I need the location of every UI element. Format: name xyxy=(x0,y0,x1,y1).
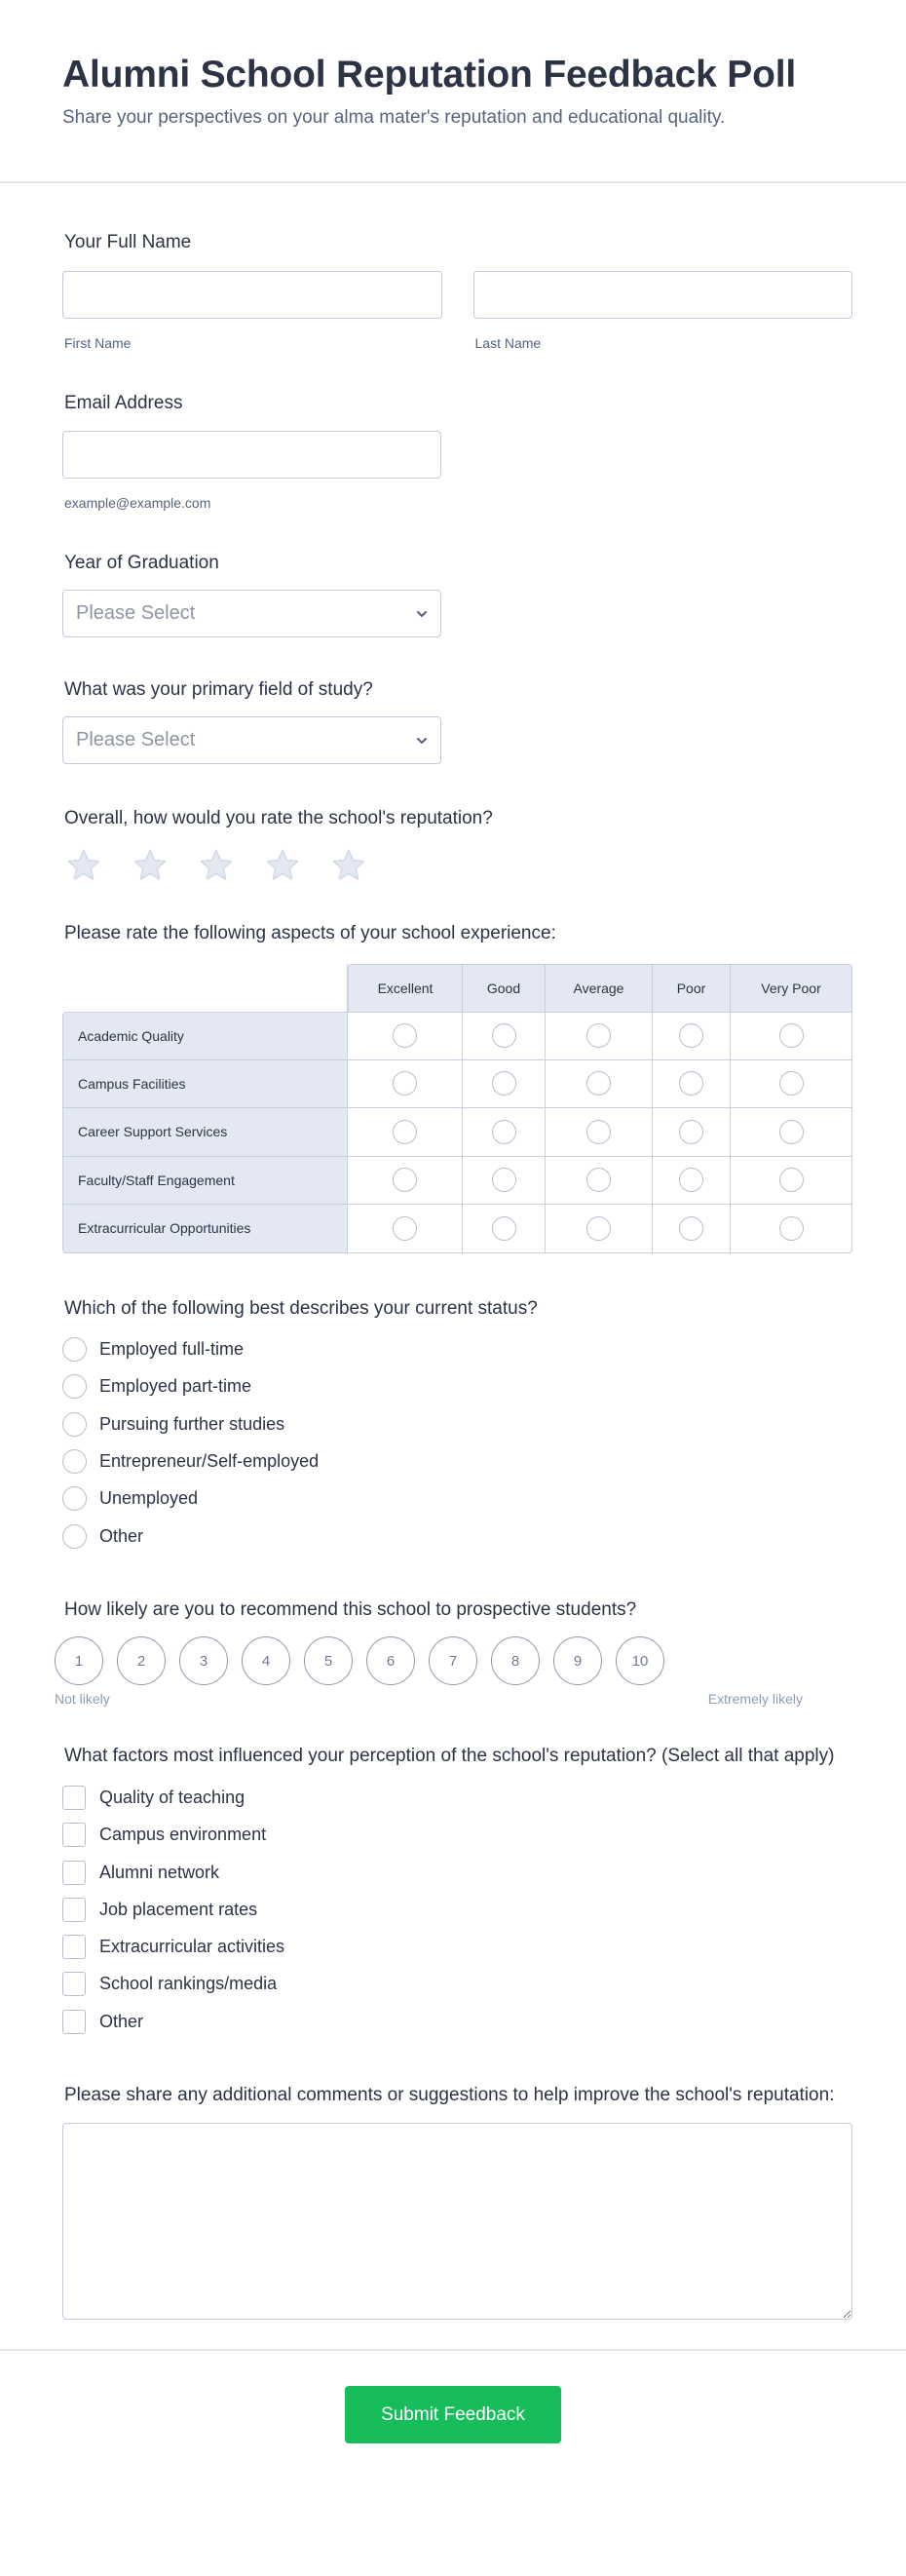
matrix-cell xyxy=(653,1012,731,1060)
checkbox[interactable] xyxy=(62,1935,86,1959)
factors-field xyxy=(62,1744,852,2040)
status-option-label: Employed part-time xyxy=(99,1376,252,1397)
matrix-row-label: Extracurricular Opportunities xyxy=(62,1205,348,1253)
scale-option[interactable]: 2 xyxy=(117,1636,166,1685)
star-icon[interactable] xyxy=(263,847,302,884)
matrix-radio[interactable] xyxy=(679,1168,703,1192)
matrix-radio[interactable] xyxy=(492,1023,516,1048)
status-option-label: Other xyxy=(99,1525,144,1546)
overall-rating-field xyxy=(62,806,852,884)
star-icon[interactable] xyxy=(64,847,103,884)
matrix-row xyxy=(62,1012,852,1060)
chevron-down-icon xyxy=(415,734,429,748)
field-of-study-select[interactable] xyxy=(62,716,441,764)
radio-button[interactable] xyxy=(62,1412,87,1437)
graduation-year-label: Year of Graduation xyxy=(64,553,219,573)
matrix-cell xyxy=(731,1012,852,1060)
recommend-scale xyxy=(55,1636,852,1685)
matrix-row-label: Faculty/Staff Engagement xyxy=(62,1157,348,1206)
status-option[interactable] xyxy=(62,1518,852,1555)
matrix-radio[interactable] xyxy=(586,1120,611,1144)
aspects-matrix xyxy=(62,964,852,1253)
matrix-cell xyxy=(546,1012,653,1060)
factor-option-label: Alumni network xyxy=(99,1862,220,1882)
matrix-cell xyxy=(546,1108,653,1157)
form-footer xyxy=(0,2349,906,2492)
matrix-row-label: Career Support Services xyxy=(62,1108,348,1157)
last-name-input[interactable] xyxy=(473,271,853,319)
graduation-year-select[interactable] xyxy=(62,590,441,637)
comments-label: Please share any additional comments or suggestions to help improve the school's reputation: xyxy=(64,2085,835,2106)
comments-field xyxy=(62,2083,852,2320)
matrix-cell xyxy=(546,1060,653,1109)
matrix-column-header: Poor xyxy=(653,964,731,1012)
matrix-cell xyxy=(463,1205,546,1253)
factor-option[interactable] xyxy=(62,1817,852,1854)
radio-button[interactable] xyxy=(62,1449,87,1474)
matrix-column-header: Good xyxy=(463,964,546,1012)
submit-button[interactable]: Submit Feedback xyxy=(345,2386,561,2443)
matrix-radio[interactable] xyxy=(492,1120,516,1144)
matrix-row-label: Campus Facilities xyxy=(62,1060,348,1109)
checkbox[interactable] xyxy=(62,2010,86,2034)
matrix-cell xyxy=(731,1108,852,1157)
matrix-radio[interactable] xyxy=(779,1168,804,1192)
scale-option[interactable]: 5 xyxy=(304,1636,353,1685)
status-option-label: Pursuing further studies xyxy=(99,1413,285,1434)
field-of-study-label: What was your primary field of study? xyxy=(64,679,373,700)
matrix-column-header: Average xyxy=(546,964,653,1012)
field-of-study-selected: Please Select xyxy=(76,729,196,750)
status-option-label: Unemployed xyxy=(99,1488,199,1509)
factor-option-label: Job placement rates xyxy=(99,1899,258,1919)
matrix-cell xyxy=(546,1157,653,1206)
matrix-radio[interactable] xyxy=(393,1120,417,1144)
form-header xyxy=(0,0,906,183)
matrix-column-header: Very Poor xyxy=(731,964,852,1012)
matrix-cell xyxy=(463,1108,546,1157)
factor-option[interactable] xyxy=(62,1779,852,1816)
chevron-down-icon xyxy=(415,607,429,621)
scale-high-label: Extremely likely xyxy=(707,1691,803,1708)
matrix-radio[interactable] xyxy=(492,1071,516,1096)
matrix-radio[interactable] xyxy=(393,1071,417,1096)
status-option[interactable] xyxy=(62,1405,852,1442)
matrix-radio[interactable] xyxy=(586,1023,611,1048)
factor-option-label: Campus environment xyxy=(99,1825,267,1845)
matrix-row-label: Academic Quality xyxy=(62,1012,348,1060)
scale-option[interactable]: 7 xyxy=(429,1636,477,1685)
aspects-matrix-label: Please rate the following aspects of your school experience: xyxy=(64,923,556,943)
matrix-cell xyxy=(653,1205,731,1253)
radio-button[interactable] xyxy=(62,1486,87,1511)
status-option-label: Entrepreneur/Self-employed xyxy=(99,1451,320,1472)
page-subtitle: Share your perspectives on your alma mater's reputation and educational quality. xyxy=(62,107,726,128)
matrix-cell xyxy=(348,1205,463,1253)
scale-option[interactable]: 9 xyxy=(553,1636,602,1685)
matrix-cell xyxy=(348,1012,463,1060)
factor-option[interactable] xyxy=(62,1928,852,1965)
full-name-label: Your Full Name xyxy=(64,232,192,252)
matrix-cell xyxy=(348,1157,463,1206)
scale-option[interactable]: 6 xyxy=(366,1636,415,1685)
matrix-row xyxy=(62,1108,852,1157)
matrix-cell xyxy=(653,1060,731,1109)
star-icon[interactable] xyxy=(197,847,236,884)
matrix-radio[interactable] xyxy=(393,1216,417,1241)
matrix-cell xyxy=(348,1108,463,1157)
matrix-row xyxy=(62,1060,852,1109)
status-options xyxy=(62,1331,852,1556)
last-name-sublabel: Last Name xyxy=(474,335,542,351)
email-field xyxy=(62,391,852,511)
aspects-matrix-field xyxy=(62,921,852,1253)
scale-option[interactable]: 1 xyxy=(55,1636,103,1685)
matrix-cell xyxy=(463,1157,546,1206)
matrix-radio[interactable] xyxy=(779,1023,804,1048)
status-option[interactable] xyxy=(62,1442,852,1480)
email-label: Email Address xyxy=(64,393,183,413)
overall-rating-label: Overall, how would you rate the school's reputation? xyxy=(64,808,493,828)
matrix-row xyxy=(62,1157,852,1206)
page-title: Alumni School Reputation Feedback Poll xyxy=(62,54,796,96)
scale-option[interactable]: 3 xyxy=(179,1636,228,1685)
matrix-corner xyxy=(62,964,348,1012)
radio-button[interactable] xyxy=(62,1337,87,1362)
form-body xyxy=(0,230,906,2320)
matrix-radio[interactable] xyxy=(492,1168,516,1192)
matrix-radio[interactable] xyxy=(679,1120,703,1144)
scale-option[interactable]: 10 xyxy=(616,1636,664,1685)
email-sublabel: example@example.com xyxy=(64,495,211,511)
checkbox[interactable] xyxy=(62,1861,86,1885)
star-icon[interactable] xyxy=(131,847,170,884)
factor-option-label: Extracurricular activities xyxy=(99,1937,285,1957)
factors-label: What factors most influenced your perception of the school's reputation? (Select all that apply) xyxy=(64,1746,835,1767)
matrix-radio[interactable] xyxy=(586,1071,611,1096)
matrix-cell xyxy=(653,1157,731,1206)
field-of-study-field xyxy=(62,677,852,764)
matrix-radio[interactable] xyxy=(779,1216,804,1241)
factor-option-label: Quality of teaching xyxy=(99,1787,245,1807)
factor-option[interactable] xyxy=(62,1966,852,2003)
checkbox[interactable] xyxy=(62,1898,86,1922)
factor-option[interactable] xyxy=(62,1891,852,1928)
graduation-year-selected: Please Select xyxy=(76,602,196,624)
matrix-radio[interactable] xyxy=(779,1120,804,1144)
matrix-row xyxy=(62,1205,852,1253)
matrix-radio[interactable] xyxy=(679,1071,703,1096)
matrix-radio[interactable] xyxy=(393,1168,417,1192)
factor-options xyxy=(62,1779,852,2040)
factor-option[interactable] xyxy=(62,2003,852,2040)
factor-option-label: School rankings/media xyxy=(99,1974,278,1994)
first-name-input[interactable] xyxy=(62,271,442,319)
checkbox[interactable] xyxy=(62,1823,86,1847)
matrix-cell xyxy=(348,1060,463,1109)
matrix-radio[interactable] xyxy=(492,1216,516,1241)
matrix-column-header: Excellent xyxy=(348,964,463,1012)
star-icon[interactable] xyxy=(329,847,368,884)
matrix-cell xyxy=(653,1108,731,1157)
matrix-radio[interactable] xyxy=(586,1168,611,1192)
scale-low-label: Not likely xyxy=(55,1691,110,1708)
recommend-label: How likely are you to recommend this school to prospective students? xyxy=(64,1599,637,1621)
matrix-cell xyxy=(731,1157,852,1206)
scale-option[interactable]: 8 xyxy=(491,1636,540,1685)
radio-button[interactable] xyxy=(62,1374,87,1399)
checkbox[interactable] xyxy=(62,1786,86,1810)
first-name-sublabel: First Name xyxy=(64,335,132,351)
factor-option[interactable] xyxy=(62,1854,852,1891)
matrix-radio[interactable] xyxy=(779,1071,804,1096)
matrix-cell xyxy=(463,1060,546,1109)
matrix-cell xyxy=(731,1205,852,1253)
matrix-radio[interactable] xyxy=(586,1216,611,1241)
status-option[interactable] xyxy=(62,1368,852,1405)
status-option-label: Employed full-time xyxy=(99,1339,245,1360)
matrix-cell xyxy=(731,1060,852,1109)
matrix-radio[interactable] xyxy=(393,1023,417,1048)
graduation-year-field xyxy=(62,551,852,637)
star-rating xyxy=(62,847,852,884)
recommend-field xyxy=(55,1597,852,1708)
status-option[interactable] xyxy=(62,1480,852,1518)
matrix-cell xyxy=(546,1205,653,1253)
scale-option[interactable]: 4 xyxy=(242,1636,290,1685)
factor-option-label: Other xyxy=(99,2011,144,2031)
current-status-label: Which of the following best describes your current status? xyxy=(64,1297,538,1319)
matrix-cell xyxy=(463,1012,546,1060)
status-option[interactable] xyxy=(62,1331,852,1368)
full-name-field xyxy=(62,230,852,351)
matrix-radio[interactable] xyxy=(679,1023,703,1048)
email-input[interactable] xyxy=(62,431,441,479)
matrix-radio[interactable] xyxy=(679,1216,703,1241)
current-status-field xyxy=(62,1296,852,1556)
checkbox[interactable] xyxy=(62,1972,86,1996)
radio-button[interactable] xyxy=(62,1524,87,1549)
comments-textarea[interactable] xyxy=(62,2123,852,2320)
